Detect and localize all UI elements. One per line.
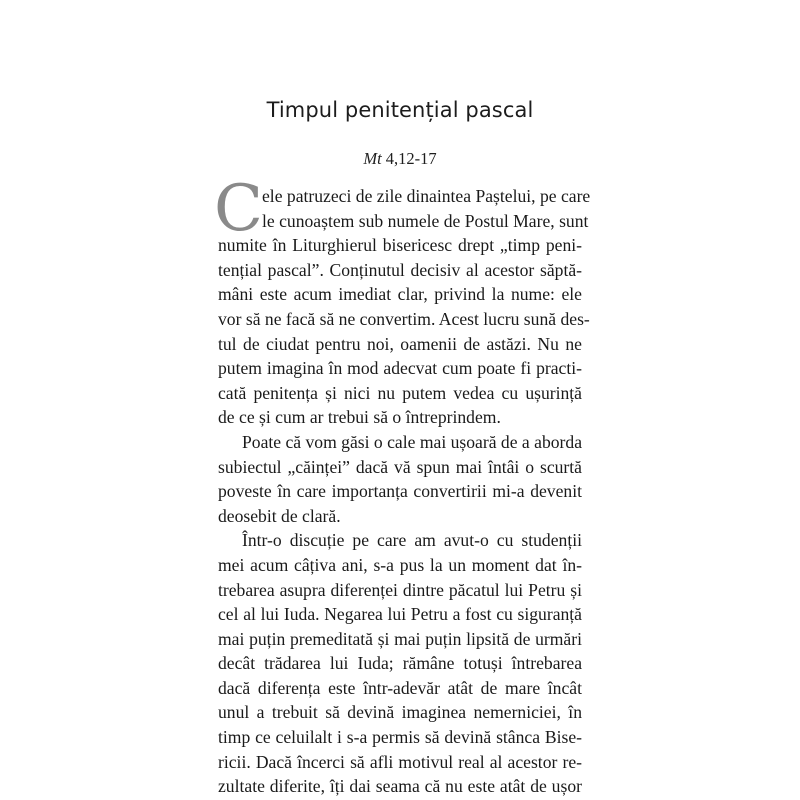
text-line: de ce și cum ar trebui să o întreprindem. [218, 407, 501, 428]
text-line: dacă diferența este într-adevăr atât de mare încât [218, 677, 582, 698]
body-text [214, 172, 591, 799]
text-line: poveste în care importanța convertirii mi-a devenit [218, 481, 582, 502]
text-line: tențial pascal”. Conținutul decisiv al acestor săptă- [218, 259, 582, 280]
text-line: zultate diferite, îți dai seama că nu este atât de ușor [218, 776, 582, 797]
paragraph-1 [218, 184, 591, 430]
text-line: unul a trebuit să devină imaginea nemerniciei, în [218, 702, 582, 723]
text-line: decât trădarea lui Iuda; rămâne totuși întrebarea [218, 653, 582, 674]
text-line: ele patruzeci de zile dinaintea Paștelui, pe care [262, 186, 591, 206]
text-line: mâni este acum imediat clar, privind la nume: ele [218, 284, 582, 305]
scripture-reference [0, 149, 800, 169]
text-line: trebarea asupra diferenței dintre păcatul lui Petru și [218, 579, 582, 600]
text-line: cată penitența și nici nu putem vedea cu ușurință [218, 382, 582, 403]
text-line: cel al lui Iuda. Negarea lui Petru a fost cu siguranță [218, 604, 582, 625]
text-line: Poate că vom găsi o cale mai ușoară de a aborda [242, 431, 583, 452]
reference-book: Mt [363, 149, 382, 168]
paragraph-2 [218, 430, 582, 528]
text-line: deosebit de clară. [218, 505, 341, 526]
text-line: Într-o discuție pe care am avut-o cu studenții [242, 530, 582, 551]
text-line: ricii. Dacă încerci să afli motivul real al acestor re- [218, 751, 582, 772]
text-line: subiectul „căinței” dacă vă spun mai întâi o scurtă [218, 456, 582, 477]
reference-verses: 4,12-17 [385, 149, 437, 168]
text-line: le cunoaștem sub numele de Postul Mare, sunt [262, 210, 589, 231]
text-line: tul de ciudat pentru noi, oamenii de astăzi. Nu ne [218, 333, 582, 354]
text-line: mai puțin premeditată și mai puțin lipsită de urmări [218, 628, 582, 649]
text-line: vor să ne facă să ne convertim. Acest lucru sună des- [218, 308, 590, 329]
drop-cap: C [214, 172, 263, 246]
text-line: putem imagina în mod adecvat cum poate fi practi- [218, 358, 582, 379]
text-line: timp ce celuilalt i s-a permis să devină stânca Bise- [218, 727, 582, 748]
paragraph-3 [218, 528, 582, 799]
text-line: mei acum câțiva ani, s-a pus la un moment dat în- [218, 554, 582, 575]
chapter-title: Timpul penitențial pascal [266, 98, 534, 122]
text-line: numite în Liturghierul bisericesc drept „timp peni- [218, 235, 582, 256]
